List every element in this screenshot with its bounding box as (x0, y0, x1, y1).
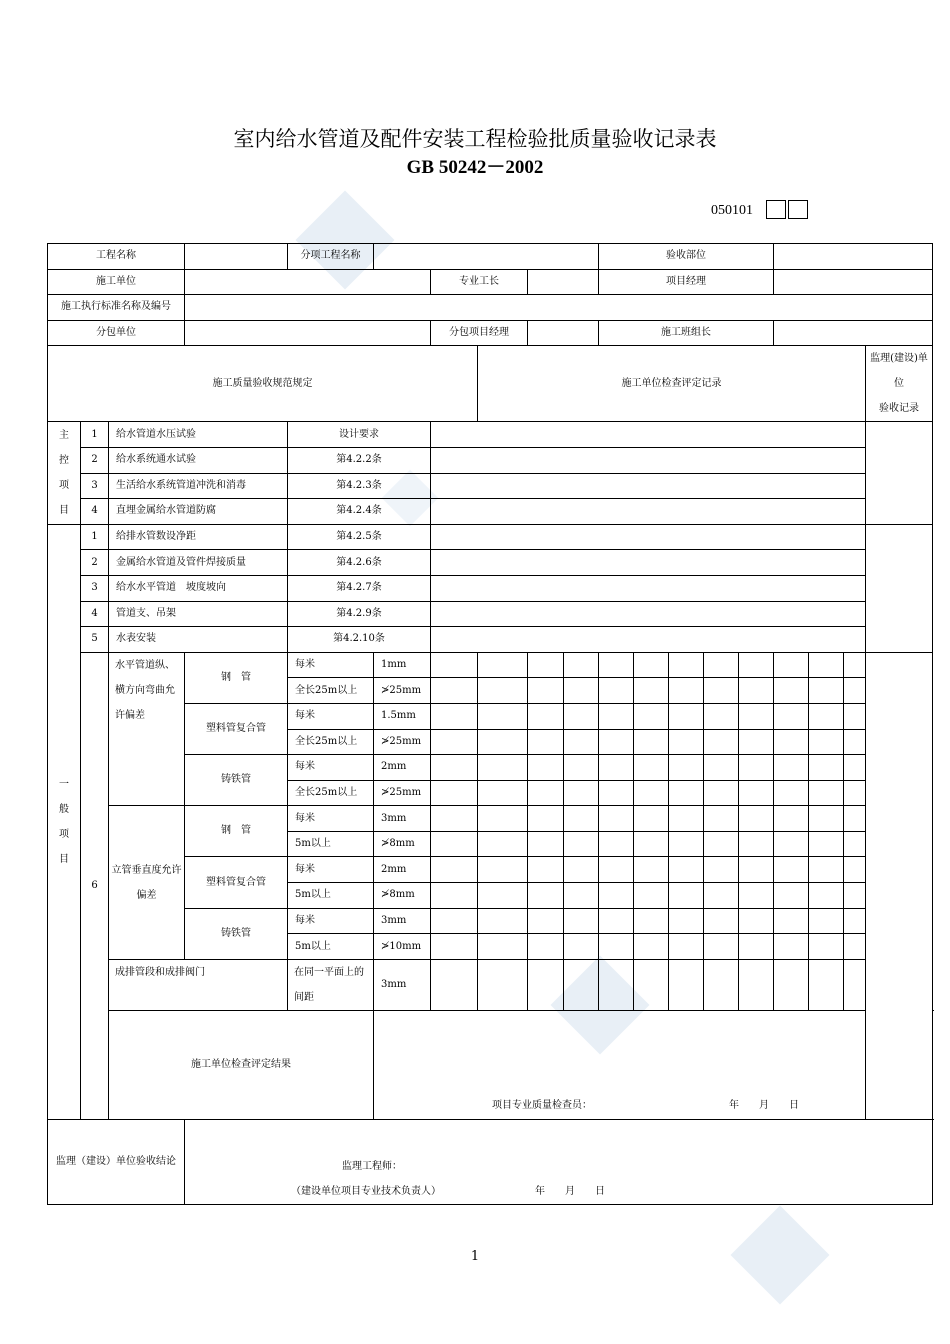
item-no: 1 (81, 422, 109, 448)
item-no: 6 (81, 652, 109, 1119)
measure-cell[interactable] (809, 908, 844, 934)
measure-cell[interactable] (669, 755, 704, 781)
pipe-type: 铸铁管 (185, 908, 288, 959)
item-name: 给水水平管道 坡度坡向 (109, 575, 288, 601)
code-box-1[interactable] (766, 200, 786, 219)
measure-cell[interactable] (634, 857, 669, 883)
item-no: 4 (81, 499, 109, 525)
measure-cell[interactable] (564, 857, 599, 883)
item-name: 给排水管数设净距 (109, 524, 288, 550)
measure-cell[interactable] (739, 883, 774, 909)
item-no: 5 (81, 627, 109, 653)
measure-cell[interactable] (739, 831, 774, 857)
standard-name-value[interactable] (185, 295, 933, 321)
measure-cell[interactable] (669, 959, 704, 1010)
measure-cell[interactable] (844, 652, 866, 678)
item-name: 水表安装 (109, 627, 288, 653)
measure-cell[interactable] (431, 652, 478, 678)
supervision-record[interactable] (866, 524, 933, 652)
measure-cell[interactable] (739, 857, 774, 883)
measure-cell[interactable] (564, 755, 599, 781)
item-name: 给水系统通水试验 (109, 447, 288, 473)
foreman-value[interactable] (528, 269, 599, 295)
measure-cell[interactable] (634, 678, 669, 704)
inspection-table (47, 243, 933, 1205)
measure-cell[interactable] (528, 755, 564, 781)
item-clause: 第4.2.7条 (288, 575, 431, 601)
condition: 每米 (288, 806, 374, 832)
measure-cell[interactable] (478, 806, 528, 832)
tolerance: ≯8mm (374, 883, 431, 909)
measure-cell[interactable] (634, 908, 669, 934)
condition: 每米 (288, 652, 374, 678)
check-record[interactable] (431, 473, 866, 499)
measure-cell[interactable] (599, 806, 634, 832)
tolerance: ≯8mm (374, 831, 431, 857)
measure-cell[interactable] (739, 934, 774, 960)
measure-cell[interactable] (809, 652, 844, 678)
condition: 每米 (288, 703, 374, 729)
measure-cell[interactable] (634, 729, 669, 755)
tolerance: 1.5mm (374, 703, 431, 729)
pipe-type: 钢 管 (185, 652, 288, 703)
document-title: 室内给水管道及配件安装工程检验批质量验收记录表 (233, 127, 717, 151)
item-name: 金属给水管道及管件焊接质量 (109, 550, 288, 576)
measure-cell[interactable] (739, 703, 774, 729)
measure-cell[interactable] (431, 831, 478, 857)
foreman-label: 专业工长 (431, 269, 528, 295)
measure-cell[interactable] (599, 831, 634, 857)
measure-cell[interactable] (704, 883, 739, 909)
measure-cell[interactable] (528, 959, 564, 1010)
measure-cell[interactable] (528, 703, 564, 729)
measure-cell[interactable] (774, 959, 809, 1010)
item-no: 3 (81, 473, 109, 499)
measure-cell[interactable] (528, 806, 564, 832)
measure-cell[interactable] (599, 934, 634, 960)
sub-project-label: 分项工程名称 (288, 244, 374, 270)
measure-cell[interactable] (844, 755, 866, 781)
measure-cell[interactable] (478, 755, 528, 781)
measure-cell[interactable] (669, 831, 704, 857)
condition: 全长25m以上 (288, 678, 374, 704)
mc-char: 控 (59, 455, 69, 467)
measure-cell[interactable] (599, 652, 634, 678)
measure-cell[interactable] (739, 780, 774, 806)
measure-cell[interactable] (809, 703, 844, 729)
measure-cell[interactable] (564, 806, 599, 832)
measure-cell[interactable] (774, 934, 809, 960)
measure-cell[interactable] (704, 908, 739, 934)
measure-cell[interactable] (774, 857, 809, 883)
item-clause: 第4.2.10条 (288, 627, 431, 653)
measure-cell[interactable] (478, 883, 528, 909)
team-leader-label: 施工班组长 (599, 320, 774, 346)
item-clause: 第4.2.5条 (288, 524, 431, 550)
measure-cell[interactable] (774, 729, 809, 755)
measure-cell[interactable] (739, 755, 774, 781)
measure-cell[interactable] (809, 934, 844, 960)
condition: 全长25m以上 (288, 729, 374, 755)
measure-cell[interactable] (634, 780, 669, 806)
item-no: 1 (81, 524, 109, 550)
item-name: 直埋金属给水管道防腐 (109, 499, 288, 525)
pipe-type: 塑料管复合管 (185, 703, 288, 754)
measure-cell[interactable] (844, 806, 866, 832)
measure-cell[interactable] (774, 908, 809, 934)
measure-cell[interactable] (528, 883, 564, 909)
tolerance: 1mm (374, 652, 431, 678)
measure-cell[interactable] (564, 934, 599, 960)
project-manager-label: 项目经理 (599, 269, 774, 295)
condition: 5m以上 (288, 934, 374, 960)
measure-cell[interactable] (704, 729, 739, 755)
measure-cell[interactable] (809, 806, 844, 832)
measure-cell[interactable] (809, 831, 844, 857)
condition: 5m以上 (288, 831, 374, 857)
measure-cell[interactable] (669, 908, 704, 934)
supervision-conclusion-label: 监理（建设）单位验收结论 (48, 1119, 185, 1204)
page-number: 1 (470, 1249, 480, 1264)
tolerance: 2mm (374, 857, 431, 883)
measure-cell[interactable] (774, 703, 809, 729)
general-label (48, 524, 81, 1119)
measure-cell[interactable] (809, 780, 844, 806)
sub-pm-label: 分包项目经理 (431, 320, 528, 346)
item-no: 3 (81, 575, 109, 601)
measure-cell[interactable] (599, 755, 634, 781)
contractor-result-area[interactable] (374, 1010, 933, 1119)
measure-cell[interactable] (431, 908, 478, 934)
condition: 5m以上 (288, 883, 374, 909)
mc-char: 项 (59, 480, 69, 492)
contractor-value[interactable] (185, 269, 431, 295)
subcontractor-label: 分包单位 (48, 320, 185, 346)
item-name: 管道支、吊架 (109, 601, 288, 627)
measure-cell[interactable] (844, 959, 866, 1010)
measure-cell[interactable] (431, 678, 478, 704)
measure-cell[interactable] (704, 934, 739, 960)
item-clause: 第4.2.4条 (288, 499, 431, 525)
measure-cell[interactable] (478, 831, 528, 857)
measure-cell[interactable] (669, 857, 704, 883)
valves-label: 成排管段和成排阀门 (109, 959, 288, 1010)
measure-cell[interactable] (669, 703, 704, 729)
check-record[interactable] (431, 627, 866, 653)
measure-cell[interactable] (478, 678, 528, 704)
measure-cell[interactable] (739, 908, 774, 934)
item-clause: 第4.2.6条 (288, 550, 431, 576)
measure-cell[interactable] (599, 678, 634, 704)
measure-cell[interactable] (844, 908, 866, 934)
measure-cell[interactable] (774, 883, 809, 909)
measure-cell[interactable] (844, 934, 866, 960)
measure-cell[interactable] (599, 857, 634, 883)
measure-cell[interactable] (564, 678, 599, 704)
measure-cell[interactable] (669, 652, 704, 678)
inspector-label: 项目专业质量检查员： (492, 1099, 592, 1111)
item-clause: 第4.2.3条 (288, 473, 431, 499)
measure-cell[interactable] (599, 908, 634, 934)
measure-cell[interactable] (564, 703, 599, 729)
measure-cell[interactable] (431, 729, 478, 755)
gen-char: 项 (59, 828, 69, 840)
measure-cell[interactable] (809, 729, 844, 755)
check-record[interactable] (431, 575, 866, 601)
measure-cell[interactable] (634, 831, 669, 857)
horizontal-deviation-label: 水平管道纵、横方向弯曲允许偏差 (109, 652, 185, 806)
measure-cell[interactable] (634, 934, 669, 960)
condition: 每米 (288, 857, 374, 883)
measure-cell[interactable] (844, 729, 866, 755)
measure-cell[interactable] (844, 883, 866, 909)
measure-cell[interactable] (809, 755, 844, 781)
condition: 每米 (288, 908, 374, 934)
measure-cell[interactable] (704, 806, 739, 832)
measure-cell[interactable] (669, 729, 704, 755)
measure-cell[interactable] (478, 652, 528, 678)
check-record[interactable] (431, 524, 866, 550)
measure-cell[interactable] (669, 883, 704, 909)
measure-cell[interactable] (809, 857, 844, 883)
project-manager-value[interactable] (774, 269, 933, 295)
check-record[interactable] (431, 499, 866, 525)
condition: 每米 (288, 755, 374, 781)
gen-char: 般 (59, 803, 69, 815)
measure-cell[interactable] (478, 729, 528, 755)
measure-cell[interactable] (478, 857, 528, 883)
supervision-header-line2: 验收记录 (879, 403, 919, 415)
measure-cell[interactable] (528, 831, 564, 857)
tolerance: 2mm (374, 755, 431, 781)
measure-cell[interactable] (431, 934, 478, 960)
valves-condition: 在同一平面上的间距 (288, 959, 374, 1010)
measure-cell[interactable] (528, 857, 564, 883)
measure-cell[interactable] (528, 934, 564, 960)
measure-cell[interactable] (704, 703, 739, 729)
tolerance: 3mm (374, 806, 431, 832)
measure-cell[interactable] (564, 831, 599, 857)
measure-cell[interactable] (564, 652, 599, 678)
item-no: 2 (81, 550, 109, 576)
supervision-header-line1: 监理(建设)单位 (870, 353, 928, 390)
measure-cell[interactable] (528, 652, 564, 678)
measure-cell[interactable] (704, 755, 739, 781)
acceptance-part-label: 验收部位 (599, 244, 774, 270)
measure-cell[interactable] (634, 755, 669, 781)
measure-cell[interactable] (774, 755, 809, 781)
pipe-type: 钢 管 (185, 806, 288, 857)
measure-cell[interactable] (634, 883, 669, 909)
sub-project-value[interactable] (374, 244, 599, 270)
measure-cell[interactable] (599, 959, 634, 1010)
item-clause: 设计要求 (288, 422, 431, 448)
measure-cell[interactable] (431, 806, 478, 832)
mc-char: 目 (59, 505, 69, 517)
measure-cell[interactable] (774, 806, 809, 832)
measure-cell[interactable] (704, 780, 739, 806)
measure-cell[interactable] (431, 755, 478, 781)
measure-cell[interactable] (739, 959, 774, 1010)
measure-cell[interactable] (599, 883, 634, 909)
check-header: 施工单位检查评定记录 (478, 346, 866, 422)
measure-cell[interactable] (774, 780, 809, 806)
measure-cell[interactable] (809, 883, 844, 909)
pipe-type: 铸铁管 (185, 755, 288, 806)
tolerance: ≯25mm (374, 729, 431, 755)
measure-cell[interactable] (704, 831, 739, 857)
measure-cell[interactable] (431, 780, 478, 806)
measure-cell[interactable] (704, 678, 739, 704)
measure-cell[interactable] (774, 652, 809, 678)
tolerance: 3mm (374, 908, 431, 934)
measure-cell[interactable] (599, 780, 634, 806)
form-code: 050101 (711, 203, 753, 218)
measure-cell[interactable] (599, 703, 634, 729)
team-leader-value[interactable] (774, 320, 933, 346)
measure-cell[interactable] (669, 780, 704, 806)
measure-cell[interactable] (809, 678, 844, 704)
measure-cell[interactable] (844, 780, 866, 806)
measure-cell[interactable] (844, 703, 866, 729)
check-record[interactable] (431, 447, 866, 473)
check-record[interactable] (431, 550, 866, 576)
owner-rep-label: （建设单位项目专业技术负责人） (291, 1185, 441, 1197)
tolerance: ≯25mm (374, 678, 431, 704)
measure-cell[interactable] (528, 780, 564, 806)
measure-cell[interactable] (704, 652, 739, 678)
measure-cell[interactable] (774, 678, 809, 704)
contractor-label: 施工单位 (48, 269, 185, 295)
pipe-type: 塑料管复合管 (185, 857, 288, 908)
measure-cell[interactable] (478, 908, 528, 934)
project-name-label: 工程名称 (48, 244, 185, 270)
measure-cell[interactable] (564, 959, 599, 1010)
check-record[interactable] (431, 601, 866, 627)
conclusion-date: 年 月 日 (535, 1185, 605, 1197)
item-name: 给水管道水压试验 (109, 422, 288, 448)
subcontractor-value[interactable] (185, 320, 431, 346)
tolerance: ≯10mm (374, 934, 431, 960)
standard-name-label: 施工执行标准名称及编号 (48, 295, 185, 321)
measure-cell[interactable] (528, 678, 564, 704)
acceptance-part-value[interactable] (774, 244, 933, 270)
condition: 全长25m以上 (288, 780, 374, 806)
measure-cell[interactable] (478, 959, 528, 1010)
gen-char: 一 (59, 778, 69, 790)
measure-cell[interactable] (528, 729, 564, 755)
measure-cell[interactable] (431, 959, 478, 1010)
measure-cell[interactable] (704, 959, 739, 1010)
measure-cell[interactable] (564, 780, 599, 806)
tolerance: ≯25mm (374, 780, 431, 806)
measure-cell[interactable] (844, 678, 866, 704)
engineer-label: 监理工程师： (342, 1160, 402, 1172)
inspector-date: 年 月 日 (729, 1099, 799, 1111)
measure-cell[interactable] (704, 857, 739, 883)
supervision-header (866, 346, 933, 422)
measure-cell[interactable] (431, 703, 478, 729)
check-record[interactable] (431, 422, 866, 448)
measure-cell[interactable] (669, 934, 704, 960)
project-name-value[interactable] (185, 244, 288, 270)
item-no: 2 (81, 447, 109, 473)
measure-cell[interactable] (739, 806, 774, 832)
measure-cell[interactable] (564, 908, 599, 934)
item-no: 4 (81, 601, 109, 627)
measure-cell[interactable] (739, 678, 774, 704)
supervision-record[interactable] (866, 422, 933, 524)
item-clause: 第4.2.2条 (288, 447, 431, 473)
item-name: 生活给水系统管道冲洗和消毒 (109, 473, 288, 499)
measure-cell[interactable] (431, 883, 478, 909)
measure-cell[interactable] (478, 934, 528, 960)
measure-cell[interactable] (634, 703, 669, 729)
measure-cell[interactable] (739, 729, 774, 755)
vertical-deviation-label: 立管垂直度允许偏差 (109, 806, 185, 960)
gen-char: 目 (59, 853, 69, 865)
main-control-label (48, 422, 81, 524)
contractor-result-label: 施工单位检查评定结果 (109, 1010, 374, 1119)
measure-cell[interactable] (634, 652, 669, 678)
measure-cell[interactable] (634, 806, 669, 832)
measure-cell[interactable] (774, 831, 809, 857)
measure-cell[interactable] (844, 831, 866, 857)
measure-cell[interactable] (669, 678, 704, 704)
measure-cell[interactable] (564, 883, 599, 909)
measure-cell[interactable] (478, 780, 528, 806)
measure-cell[interactable] (431, 857, 478, 883)
standard-number: GB 50242－2002 (406, 157, 544, 178)
mc-char: 主 (59, 430, 69, 442)
supervision-conclusion-area[interactable] (185, 1119, 933, 1204)
measure-cell[interactable] (599, 729, 634, 755)
valves-tolerance: 3mm (374, 959, 431, 1010)
item-clause: 第4.2.9条 (288, 601, 431, 627)
spec-header: 施工质量验收规范规定 (48, 346, 478, 422)
sub-pm-value[interactable] (528, 320, 599, 346)
measure-cell[interactable] (739, 652, 774, 678)
measure-cell[interactable] (844, 857, 866, 883)
measure-cell[interactable] (478, 703, 528, 729)
measure-cell[interactable] (669, 806, 704, 832)
measure-cell[interactable] (564, 729, 599, 755)
code-box-2[interactable] (788, 200, 808, 219)
measure-cell[interactable] (634, 959, 669, 1010)
measure-cell[interactable] (528, 908, 564, 934)
measure-cell[interactable] (809, 959, 844, 1010)
